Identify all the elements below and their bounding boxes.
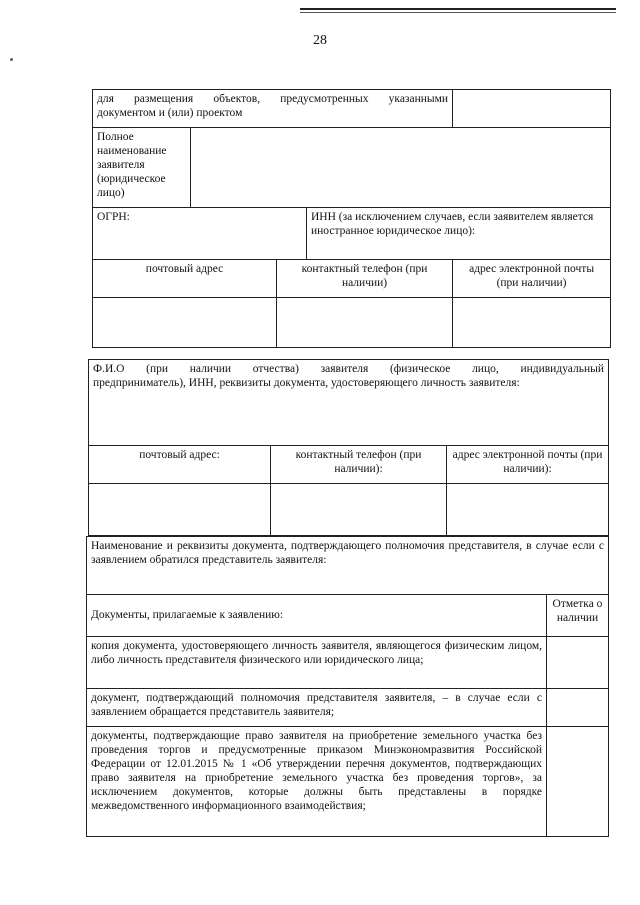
documents-table [86, 536, 609, 837]
postal-address-value[interactable] [93, 298, 277, 348]
ogrn-label: ОГРН: [93, 208, 307, 260]
purpose-line-1: для размещения объектов, предусмотренных указанными [97, 93, 449, 105]
purpose-line-2: документом и (или) проектом [97, 107, 243, 120]
page-number: 28 [313, 33, 327, 48]
email-value-2[interactable] [447, 484, 609, 536]
individual-table [88, 359, 609, 536]
full-name-value[interactable] [191, 128, 611, 208]
phone-header: контактный телефон (при наличии) [277, 260, 453, 298]
doc-item-1: копия документа, удостоверяющего личность заявителя, являющегося физическим лицом, либо личность представителя физического или юридического лица; [87, 637, 547, 689]
email-header-2: адрес электронной почты (при наличии): [447, 446, 609, 484]
header-rule-thin [300, 12, 616, 13]
header-rule [300, 8, 616, 10]
phone-value[interactable] [277, 298, 453, 348]
doc-item-1-mark[interactable] [547, 637, 609, 689]
fio-line-1: Ф.И.О (при наличии отчества) заявителя (физическое лицо, индивидуальный [93, 363, 605, 375]
full-name-label: Полное наименование заявителя (юридическое лицо) [93, 128, 191, 208]
fio-line-2: предприниматель), ИНН, реквизиты документа, удостоверяющего личность заявителя: [93, 377, 520, 390]
attached-docs-label: Документы, прилагаемые к заявлению: [87, 595, 547, 637]
scan-artifact [10, 58, 13, 61]
doc-item-2-mark[interactable] [547, 689, 609, 727]
representative-doc-label: Наименование и реквизиты документа, подтверждающего полномочия представителя, в случае если с заявлением обратился представитель заявителя: [87, 537, 609, 595]
purpose-value-cell[interactable] [453, 90, 611, 128]
fio-label [89, 360, 609, 446]
postal-address-header: почтовый адрес [93, 260, 277, 298]
postal-address-value-2[interactable] [89, 484, 271, 536]
purpose-cell [93, 90, 453, 128]
mark-header: Отметка о наличии [547, 595, 609, 637]
doc-item-2: документ, подтверждающий полномочия представителя заявителя, – в случае если с заявлением обращается представитель заявителя; [87, 689, 547, 727]
legal-entity-table [92, 89, 611, 348]
email-header: адрес электронной почты (при наличии) [453, 260, 611, 298]
postal-address-header-2: почтовый адрес: [89, 446, 271, 484]
email-value[interactable] [453, 298, 611, 348]
inn-label: ИНН (за исключением случаев, если заявителем является иностранное юридическое лицо): [307, 208, 611, 260]
phone-value-2[interactable] [271, 484, 447, 536]
doc-item-3-mark[interactable] [547, 727, 609, 837]
doc-item-3: документы, подтверждающие право заявителя на приобретение земельного участка без проведения торгов и предусмотренные приказом Минэкономразвития Российской Федерации от 12.01.2015 № 1 «Об утверждении перечня документов, подтверждающих право заявителя на приобретение земельного участка без проведения торгов», за исключением документов, которые должны быть представлены в порядке межведомственного информационного взаимодействия; [87, 727, 547, 837]
phone-header-2: контактный телефон (при наличии): [271, 446, 447, 484]
